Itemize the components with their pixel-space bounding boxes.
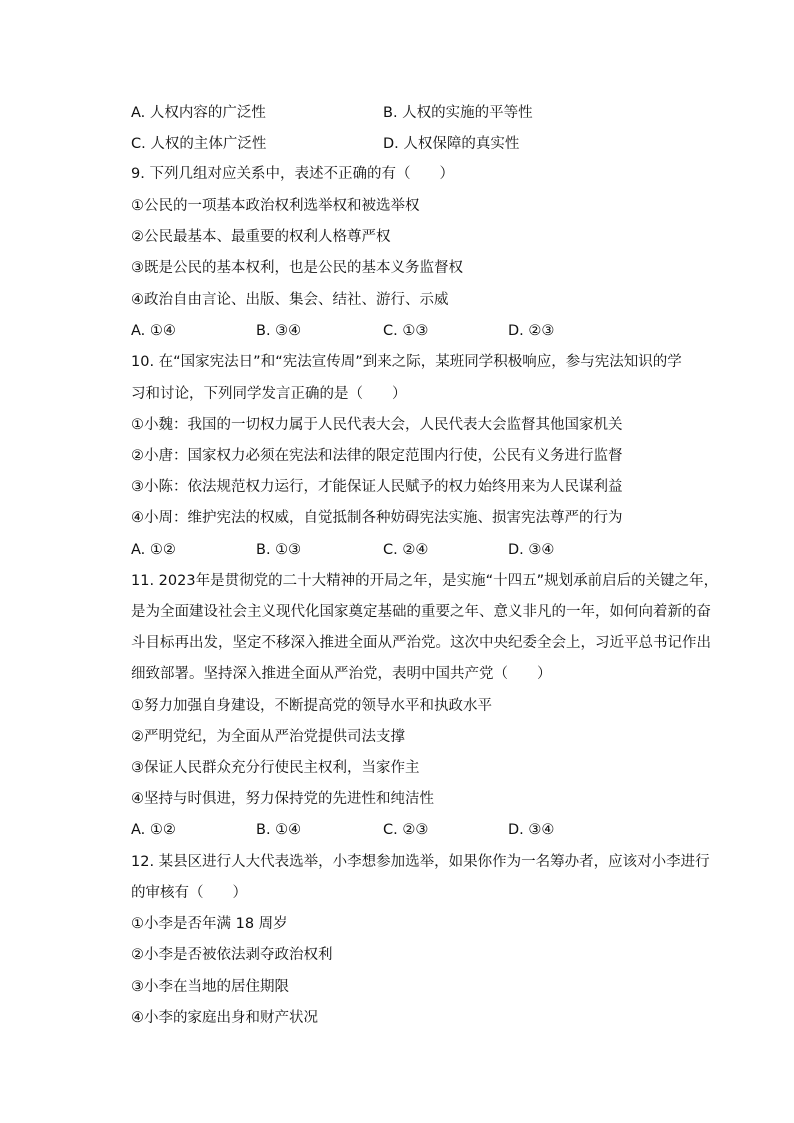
q8-option-a: A. 人权内容的广泛性 [131,105,266,121]
q11-option-a: A. ①② [131,822,176,838]
q10-item-1: ①小魏：我国的一切权力属于人民代表大会，人民代表大会监督其他国家机关 [131,417,623,433]
q10-stem-line-1: 10. 在“国家宪法日”和“宪法宣传周”到来之际，某班同学积极响应，参与宪法知识的学 [131,354,682,370]
q12-item-2: ②小李是否被依法剥夺政治权利 [131,947,333,963]
q10-item-3: ③小陈：依法规范权力运行，才能保证人民赋予的权力始终用来为人民谋利益 [131,479,623,495]
q9-option-b: B. ③④ [256,323,302,339]
q8-option-c: C. 人权的主体广泛性 [131,136,267,152]
q10-option-c: C. ②④ [383,542,429,558]
q9-option-d: D. ②③ [508,323,555,339]
q12-item-4: ④小李的家庭出身和财产状况 [131,1010,318,1026]
q10-item-4: ④小周：维护宪法的权威，自觉抵制各种妨碍宪法实施、损害宪法尊严的行为 [131,510,623,526]
q11-item-4: ④坚持与时俱进，努力保持党的先进性和纯洁性 [131,791,434,807]
q11-item-1: ①努力加强自身建设，不断提高党的领导水平和执政水平 [131,698,492,714]
q11-stem-line-3: 斗目标再出发，坚定不移深入推进全面从严治党。这次中央纪委全会上，习近平总书记作出 [131,635,711,651]
q10-stem-line-2: 习和讨论，下列同学发言正确的是（ ） [131,386,407,402]
q9-stem: 9. 下列几组对应关系中，表述不正确的有（ ） [131,166,454,182]
q9-item-2: ②公民最基本、最重要的权利人格尊严权 [131,229,391,245]
q11-stem-line-2: 是为全面建设社会主义现代化国家奠定基础的重要之年、意义非凡的一年，如何向着新的奋 [131,604,711,620]
q10-option-d: D. ③④ [508,542,555,558]
q11-option-d: D. ③④ [508,822,555,838]
q11-item-3: ③保证人民群众充分行使民主权利，当家作主 [131,760,420,776]
q10-item-2: ②小唐：国家权力必须在宪法和法律的限定范围内行使，公民有义务进行监督 [131,448,623,464]
q11-stem-line-4: 细致部署。坚持深入推进全面从严治党，表明中国共产党（ ） [131,666,552,682]
q12-stem-line-2: 的审核有（ ） [131,885,247,901]
q12-item-1: ①小李是否年满 18 周岁 [131,916,288,932]
q9-option-a: A. ①④ [131,323,176,339]
q9-item-1: ①公民的一项基本政治权利选举权和被选举权 [131,198,420,214]
q11-item-2: ②严明党纪，为全面从严治党提供司法支撑 [131,729,405,745]
q11-option-c: C. ②③ [383,822,429,838]
q9-item-3: ③既是公民的基本权利，也是公民的基本义务监督权 [131,260,463,276]
q11-option-b: B. ①④ [256,822,302,838]
q9-item-4: ④政治自由言论、出版、集会、结社、游行、示威 [131,292,449,308]
q10-option-a: A. ①② [131,542,176,558]
q12-item-3: ③小李在当地的居住期限 [131,979,289,995]
q11-stem-line-1: 11. 2023年是贯彻党的二十大精神的开局之年，是实施“十四五”规划承前启后的关键之年， [131,573,719,589]
q8-option-d: D. 人权保障的真实性 [383,136,520,152]
q12-stem-line-1: 12. 某县区进行人大代表选举，小李想参加选举，如果你作为一名筹办者，应该对小李进行 [131,854,710,870]
q10-option-b: B. ①③ [256,542,302,558]
q9-option-c: C. ①③ [383,323,429,339]
q8-option-b: B. 人权的实施的平等性 [383,105,533,121]
